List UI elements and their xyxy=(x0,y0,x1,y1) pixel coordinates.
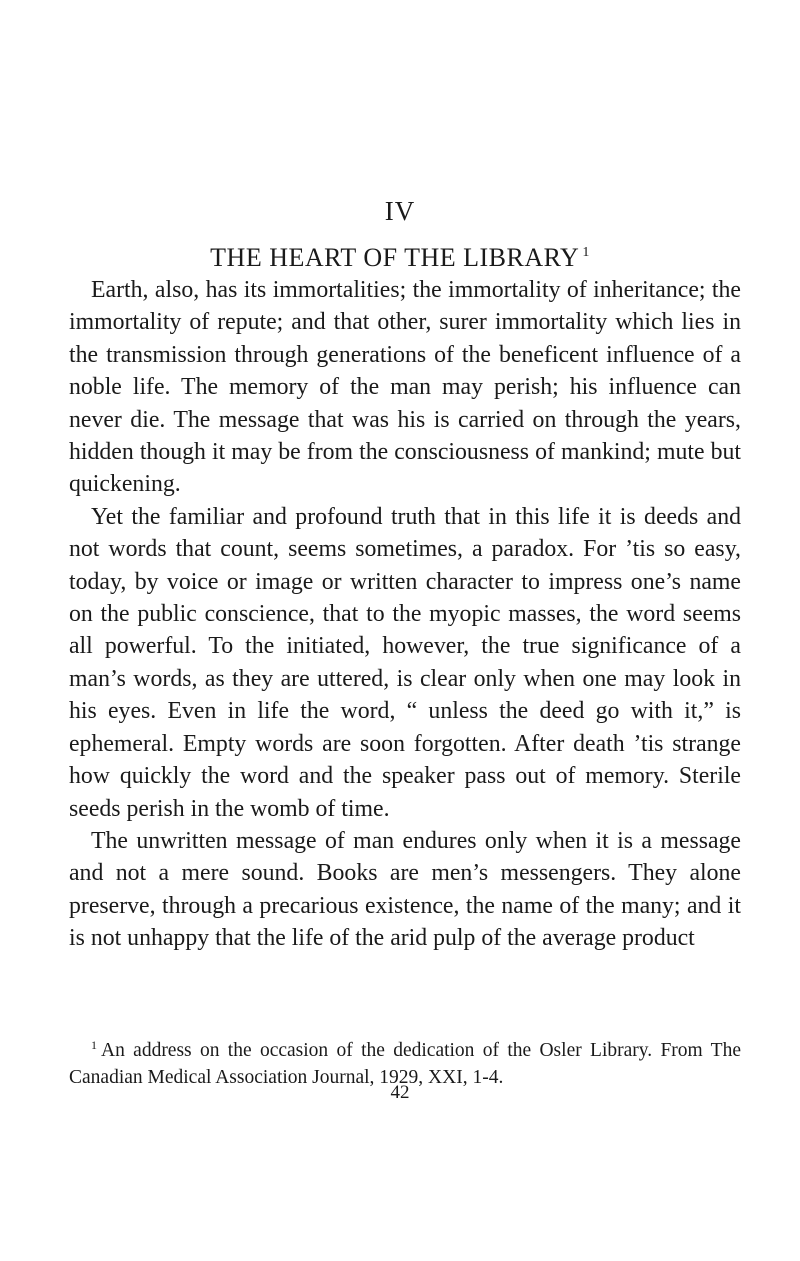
paragraph: Earth, also, has its immortalities; the immortality of inheritance; the immortality of repute; and that other, surer immortality which lies in the transmission through generations of the beneficent influence of a noble life. The memory of the man may perish; his influence can never die. The message that was his is carried on through the years, hidden though it may be from the consciousness of mankind; mute but quickening. xyxy=(69,277,741,498)
chapter-title xyxy=(0,243,800,273)
body-text xyxy=(69,274,741,955)
paragraph: Yet the familiar and profound truth that in this life it is deeds and not words that count, seems sometimes, a paradox. For ’tis so easy, today, by voice or image or written character to impress one’s name on the public conscience, that to the myopic masses, the word seems all powerful. To the initiated, however, the true significance of a man’s words, as they are uttered, is clear only when one may look in his eyes. Even in life the word, “ unless the deed go with it,” is ephemeral. Empty words are soon forgotten. After death ’tis strange how quickly the word and the speaker pass out of memory. Sterile seeds perish in the womb of time. xyxy=(69,503,741,822)
footnote-text: An address on the occasion of the dedication of the Osler Library. From The Canadian Medical Association Journal, 1929, XXI, 1-4. xyxy=(69,1040,741,1088)
paragraph: The unwritten message of man endures only when it is a message and not a mere sound. Books are men’s messengers. They alone preserve, through a precarious existence, the name of the many; and it is not unhappy that the life of the arid pulp of the average product xyxy=(69,827,741,952)
footnote-marker: 1 xyxy=(91,1037,97,1052)
page-number: 42 xyxy=(390,1082,410,1103)
footnote-reference: 1 xyxy=(582,245,590,261)
chapter-number: IV xyxy=(384,196,416,226)
chapter-title-text: THE HEART OF THE LIBRARY xyxy=(210,243,580,272)
